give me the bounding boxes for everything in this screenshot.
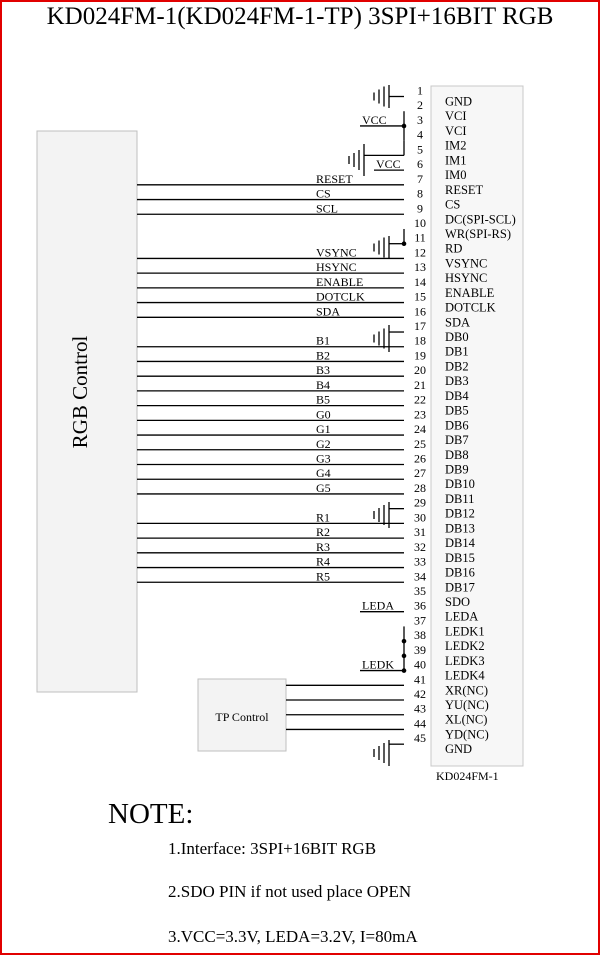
pin-name-29: DB12 [445,506,475,521]
pin-number-7: 7 [417,171,423,186]
ledk-label: LEDK [362,657,394,672]
pin-name-31: DB14 [445,536,475,551]
rgb-control-label: RGB Control [68,335,92,449]
pin-number-35: 35 [414,583,426,598]
pin-number-19: 19 [414,348,426,363]
signal-label-21: B4 [316,377,331,392]
page-title: KD024FM-1(KD024FM-1-TP) 3SPI+16BIT RGB [46,3,554,30]
pin-name-8: CS [445,197,461,212]
pin-number-10: 10 [414,215,426,230]
pin-name-36: LEDA [445,609,479,624]
pin-name-16: SDA [445,315,471,330]
pin-number-20: 20 [414,363,426,378]
pin-number-25: 25 [414,436,426,451]
pin-name-24: DB7 [445,433,469,448]
note-heading: NOTE: [108,798,194,830]
pin-name-35: SDO [445,594,471,609]
signal-label-18: B1 [316,333,331,348]
pin-number-6: 6 [417,157,423,172]
signal-label-22: B5 [316,392,331,407]
pin-number-24: 24 [414,422,426,437]
pin-number-36: 36 [414,598,426,613]
pin-number-34: 34 [414,569,426,584]
pin-name-28: DB11 [445,491,475,506]
pin-name-13: HSYNC [445,271,488,286]
pin-name-32: DB15 [445,550,475,565]
signal-label-33: R4 [316,554,331,569]
pin-name-39: LEDK3 [445,653,485,668]
ground-symbol-pin-45 [374,740,389,766]
signal-label-7: RESET [316,171,353,186]
ledk-junction-39 [402,654,407,659]
signal-label-30: R1 [316,510,331,525]
pin-number-15: 15 [414,289,426,304]
pin-name-11: RD [445,241,463,256]
ground-symbol-pin-10 [374,236,389,259]
junction-11 [402,241,407,246]
pin-name-41: XR(NC) [445,683,489,698]
pin-name-25: DB8 [445,447,469,462]
pin-number-11: 11 [414,230,426,245]
pin-name-10: WR(SPI-RS) [445,226,511,241]
ground-symbol-pin-17 [374,325,389,352]
signal-label-25: G2 [316,436,331,451]
pin-name-19: DB2 [445,359,469,374]
pin-name-30: DB13 [445,521,475,536]
note-item-3: 3.VCC=3.3V, LEDA=3.2V, I=80mA [168,927,418,946]
pin-name-21: DB4 [445,388,469,403]
signal-label-14: ENABLE [316,274,364,289]
ground-symbol-pin-1 [374,85,389,108]
pin-number-17: 17 [414,319,426,334]
pin-number-44: 44 [414,716,426,731]
pin-name-37: LEDK1 [445,624,485,639]
signal-label-28: G5 [316,480,331,495]
pin-name-4: IM2 [445,138,467,153]
pin-name-18: DB1 [445,344,469,359]
pin-number-22: 22 [414,392,426,407]
signal-label-13: HSYNC [316,260,357,275]
pin-number-30: 30 [414,510,426,525]
pin-number-38: 38 [414,628,426,643]
vcc-label-2: VCC [376,157,401,172]
pin-number-16: 16 [414,304,426,319]
pin-number-41: 41 [414,672,426,687]
pin-name-14: ENABLE [445,285,495,300]
vcc-label-1: VCC [362,112,387,127]
signal-label-16: SDA [316,304,341,319]
signal-label-9: SCL [316,201,339,216]
module-label: KD024FM-1 [436,769,499,783]
signal-label-26: G3 [316,451,331,466]
pin-number-13: 13 [414,260,426,275]
pin-name-20: DB3 [445,374,469,389]
pin-number-31: 31 [414,525,426,540]
leda-label: LEDA [362,598,394,613]
pin-number-18: 18 [414,333,426,348]
tp-control-label: TP Control [215,710,269,724]
pin-number-39: 39 [414,642,426,657]
pin-number-29: 29 [414,495,426,510]
signal-label-15: DOTCLK [316,289,365,304]
signal-label-23: G0 [316,407,331,422]
vcc-junction-3 [402,124,407,129]
signal-label-31: R2 [316,525,331,540]
signal-label-34: R5 [316,569,331,584]
signal-label-20: B3 [316,363,331,378]
pin-name-40: LEDK4 [445,668,485,683]
signal-label-24: G1 [316,422,331,437]
pin-number-33: 33 [414,554,426,569]
pin-name-26: DB9 [445,462,469,477]
signal-label-19: B2 [316,348,331,363]
pin-name-17: DB0 [445,330,469,345]
pin-number-21: 21 [414,377,426,392]
signal-label-8: CS [316,186,331,201]
pin-name-22: DB5 [445,403,469,418]
pin-name-6: IM0 [445,168,467,183]
pin-name-1: GND [445,94,473,109]
pin-name-3: VCI [445,123,467,138]
pin-name-9: DC(SPI-SCL) [445,212,516,227]
pin-number-12: 12 [414,245,426,260]
ground-symbol-pin-29 [374,502,389,528]
pin-name-34: DB17 [445,580,475,595]
pin-name-27: DB10 [445,477,475,492]
pin-name-38: LEDK2 [445,639,485,654]
note-item-2: 2.SDO PIN if not used place OPEN [168,882,412,901]
pin-number-27: 27 [414,466,426,481]
pin-number-32: 32 [414,539,426,554]
pin-number-40: 40 [414,657,426,672]
pin-name-33: DB16 [445,565,475,580]
pin-number-43: 43 [414,701,426,716]
pin-number-8: 8 [417,186,423,201]
signal-label-12: VSYNC [316,245,357,260]
pin-number-3: 3 [417,112,423,127]
pin-number-42: 42 [414,687,426,702]
pin-number-45: 45 [414,731,426,746]
pin-number-5: 5 [417,142,423,157]
signal-label-32: R3 [316,539,331,554]
note-item-1: 1.Interface: 3SPI+16BIT RGB [168,839,377,858]
pin-name-2: VCI [445,109,467,124]
pin-number-23: 23 [414,407,426,422]
ledk-junction-38 [402,639,407,644]
pin-name-15: DOTCLK [445,300,496,315]
pin-number-4: 4 [417,127,423,142]
pin-number-2: 2 [417,98,423,113]
pin-name-43: XL(NC) [445,712,488,727]
pin-name-45: GND [445,742,473,757]
pin-name-23: DB6 [445,418,469,433]
pin-name-44: YD(NC) [445,727,489,742]
signal-label-27: G4 [316,466,331,481]
pin-number-28: 28 [414,480,426,495]
pin-name-12: VSYNC [445,256,488,271]
pin-number-26: 26 [414,451,426,466]
pin-number-1: 1 [417,83,423,98]
pin-number-9: 9 [417,201,423,216]
pin-name-5: IM1 [445,153,467,168]
pin-name-7: RESET [445,182,484,197]
pin-number-37: 37 [414,613,426,628]
pin-number-14: 14 [414,274,426,289]
pin-name-42: YU(NC) [445,698,489,713]
